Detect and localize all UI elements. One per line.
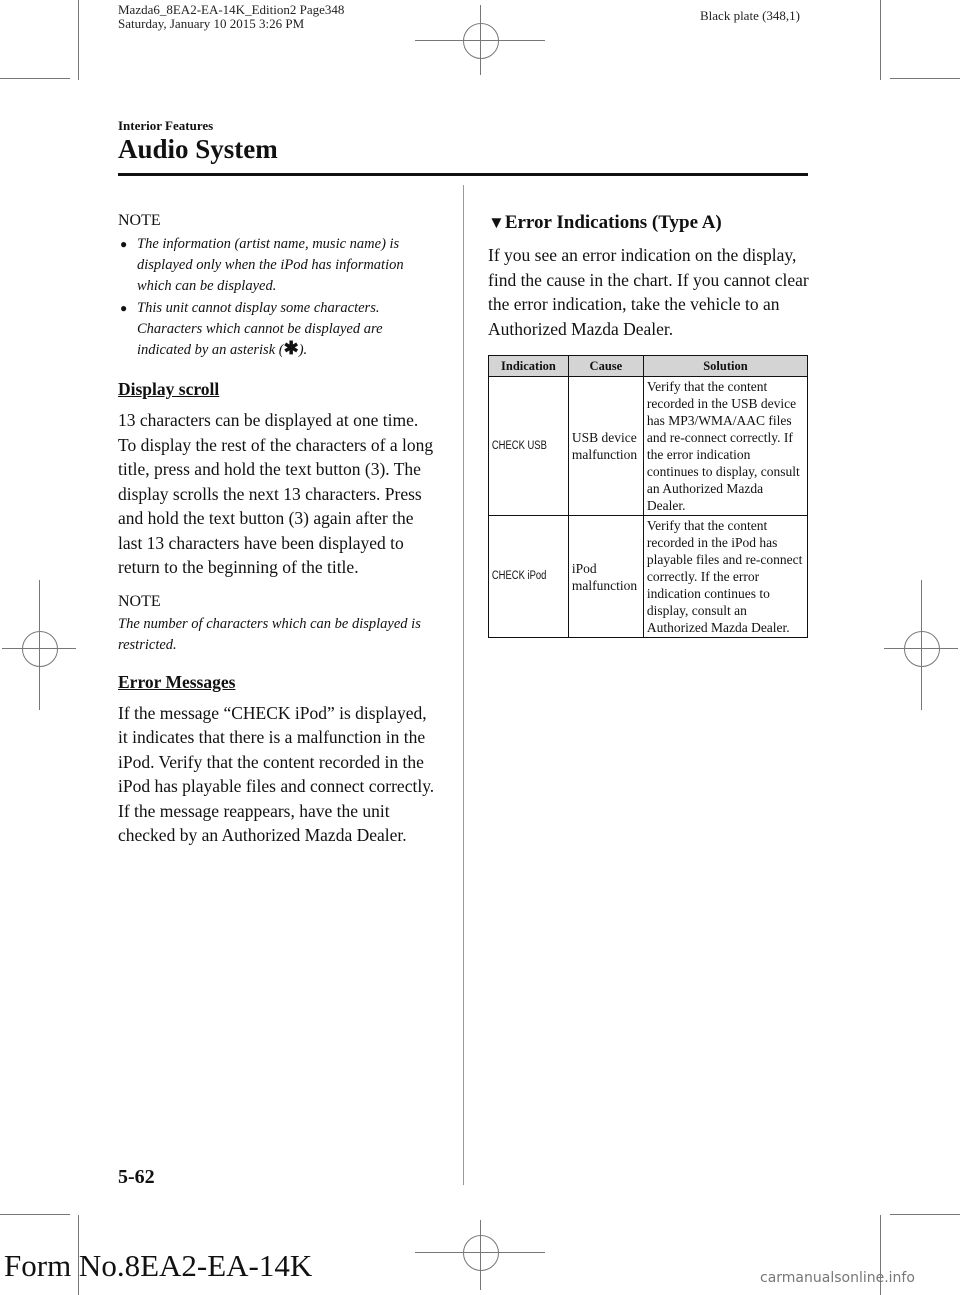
page-number: 5-62 xyxy=(118,1166,155,1188)
left-column xyxy=(118,212,438,848)
cause-cell: USB device malfunction xyxy=(568,377,643,516)
table-row xyxy=(489,377,808,516)
watermark: carmanualsonline.info xyxy=(760,1270,915,1286)
error-indications-intro: If you see an error indication on the display, find the cause in the chart. If you cannot clear the error indication, take the vehicle to an Authorized Mazda Dealer. xyxy=(488,245,809,339)
solution-cell: Verify that the content recorded in the iPod has playable files and re-connect correctly. If the error indication continues to display, consult an Authorized Mazda Dealer. xyxy=(643,516,807,638)
column-header-indication: Indication xyxy=(489,356,569,377)
right-column xyxy=(488,212,810,638)
print-date-info: Saturday, January 10 2015 3:26 PM xyxy=(118,16,305,31)
triangle-down-icon: ▼ xyxy=(488,213,505,232)
table-row xyxy=(489,516,808,638)
page-title: Audio System xyxy=(118,134,278,164)
indication-cell: CHECK USB xyxy=(489,377,555,516)
display-scroll-heading: Display scroll xyxy=(118,379,220,399)
print-file-info: Mazda6_8EA2-EA-14K_Edition2 Page348 xyxy=(118,2,345,17)
error-indications-heading: ▼Error Indications (Type A) xyxy=(488,212,722,233)
plate-info: Black plate (348,1) xyxy=(700,8,800,23)
cause-cell: iPod malfunction xyxy=(568,516,643,638)
indication-cell: CHECK iPod xyxy=(489,516,555,638)
bullet-icon: ● xyxy=(120,301,128,315)
display-scroll-text: 13 characters can be displayed at one time. To display the rest of the characters of a long title, press and hold the text button (3). The display scrolls the next 13 characters. Press and hold the text button (3) again after the last 13 characters have been displayed to return to the beginning of the title. xyxy=(118,410,434,577)
error-table xyxy=(488,355,808,638)
note-heading: NOTE xyxy=(118,212,161,229)
note-heading: NOTE xyxy=(118,592,161,610)
error-messages-heading: Error Messages xyxy=(118,671,236,692)
note-list xyxy=(118,234,438,361)
error-messages-text: If the message “CHECK iPod” is displayed, it indicates that there is a malfunction in the iPod. Verify that the content recorded in the iPod has playable files and connect correctly. If the message reappears, have the unit checked by an Authorized Mazda Dealer. xyxy=(118,702,435,845)
asterisk-icon: ✱ xyxy=(283,338,299,358)
column-header-solution: Solution xyxy=(643,356,807,377)
bullet-icon: ● xyxy=(120,237,128,251)
table-header-row xyxy=(489,356,808,377)
note-text: The number of characters which can be displayed is restricted. xyxy=(118,615,421,653)
note-item: ● The information (artist name, music name) is displayed only when the iPod has information which can be displayed. xyxy=(120,236,404,294)
note-item: ● This unit cannot display some characters. Characters which cannot be displayed are indicated by an asterisk (✱). xyxy=(120,300,383,358)
section-label: Interior Features xyxy=(118,118,214,133)
title-rule xyxy=(118,173,808,176)
solution-cell: Verify that the content recorded in the USB device has MP3/WMA/AAC files and re-connect correctly. If the error indication continues to display, consult an Authorized Mazda Dealer. xyxy=(643,377,807,516)
column-header-cause: Cause xyxy=(568,356,643,377)
form-number: Form No.8EA2-EA-14K xyxy=(4,1248,313,1283)
